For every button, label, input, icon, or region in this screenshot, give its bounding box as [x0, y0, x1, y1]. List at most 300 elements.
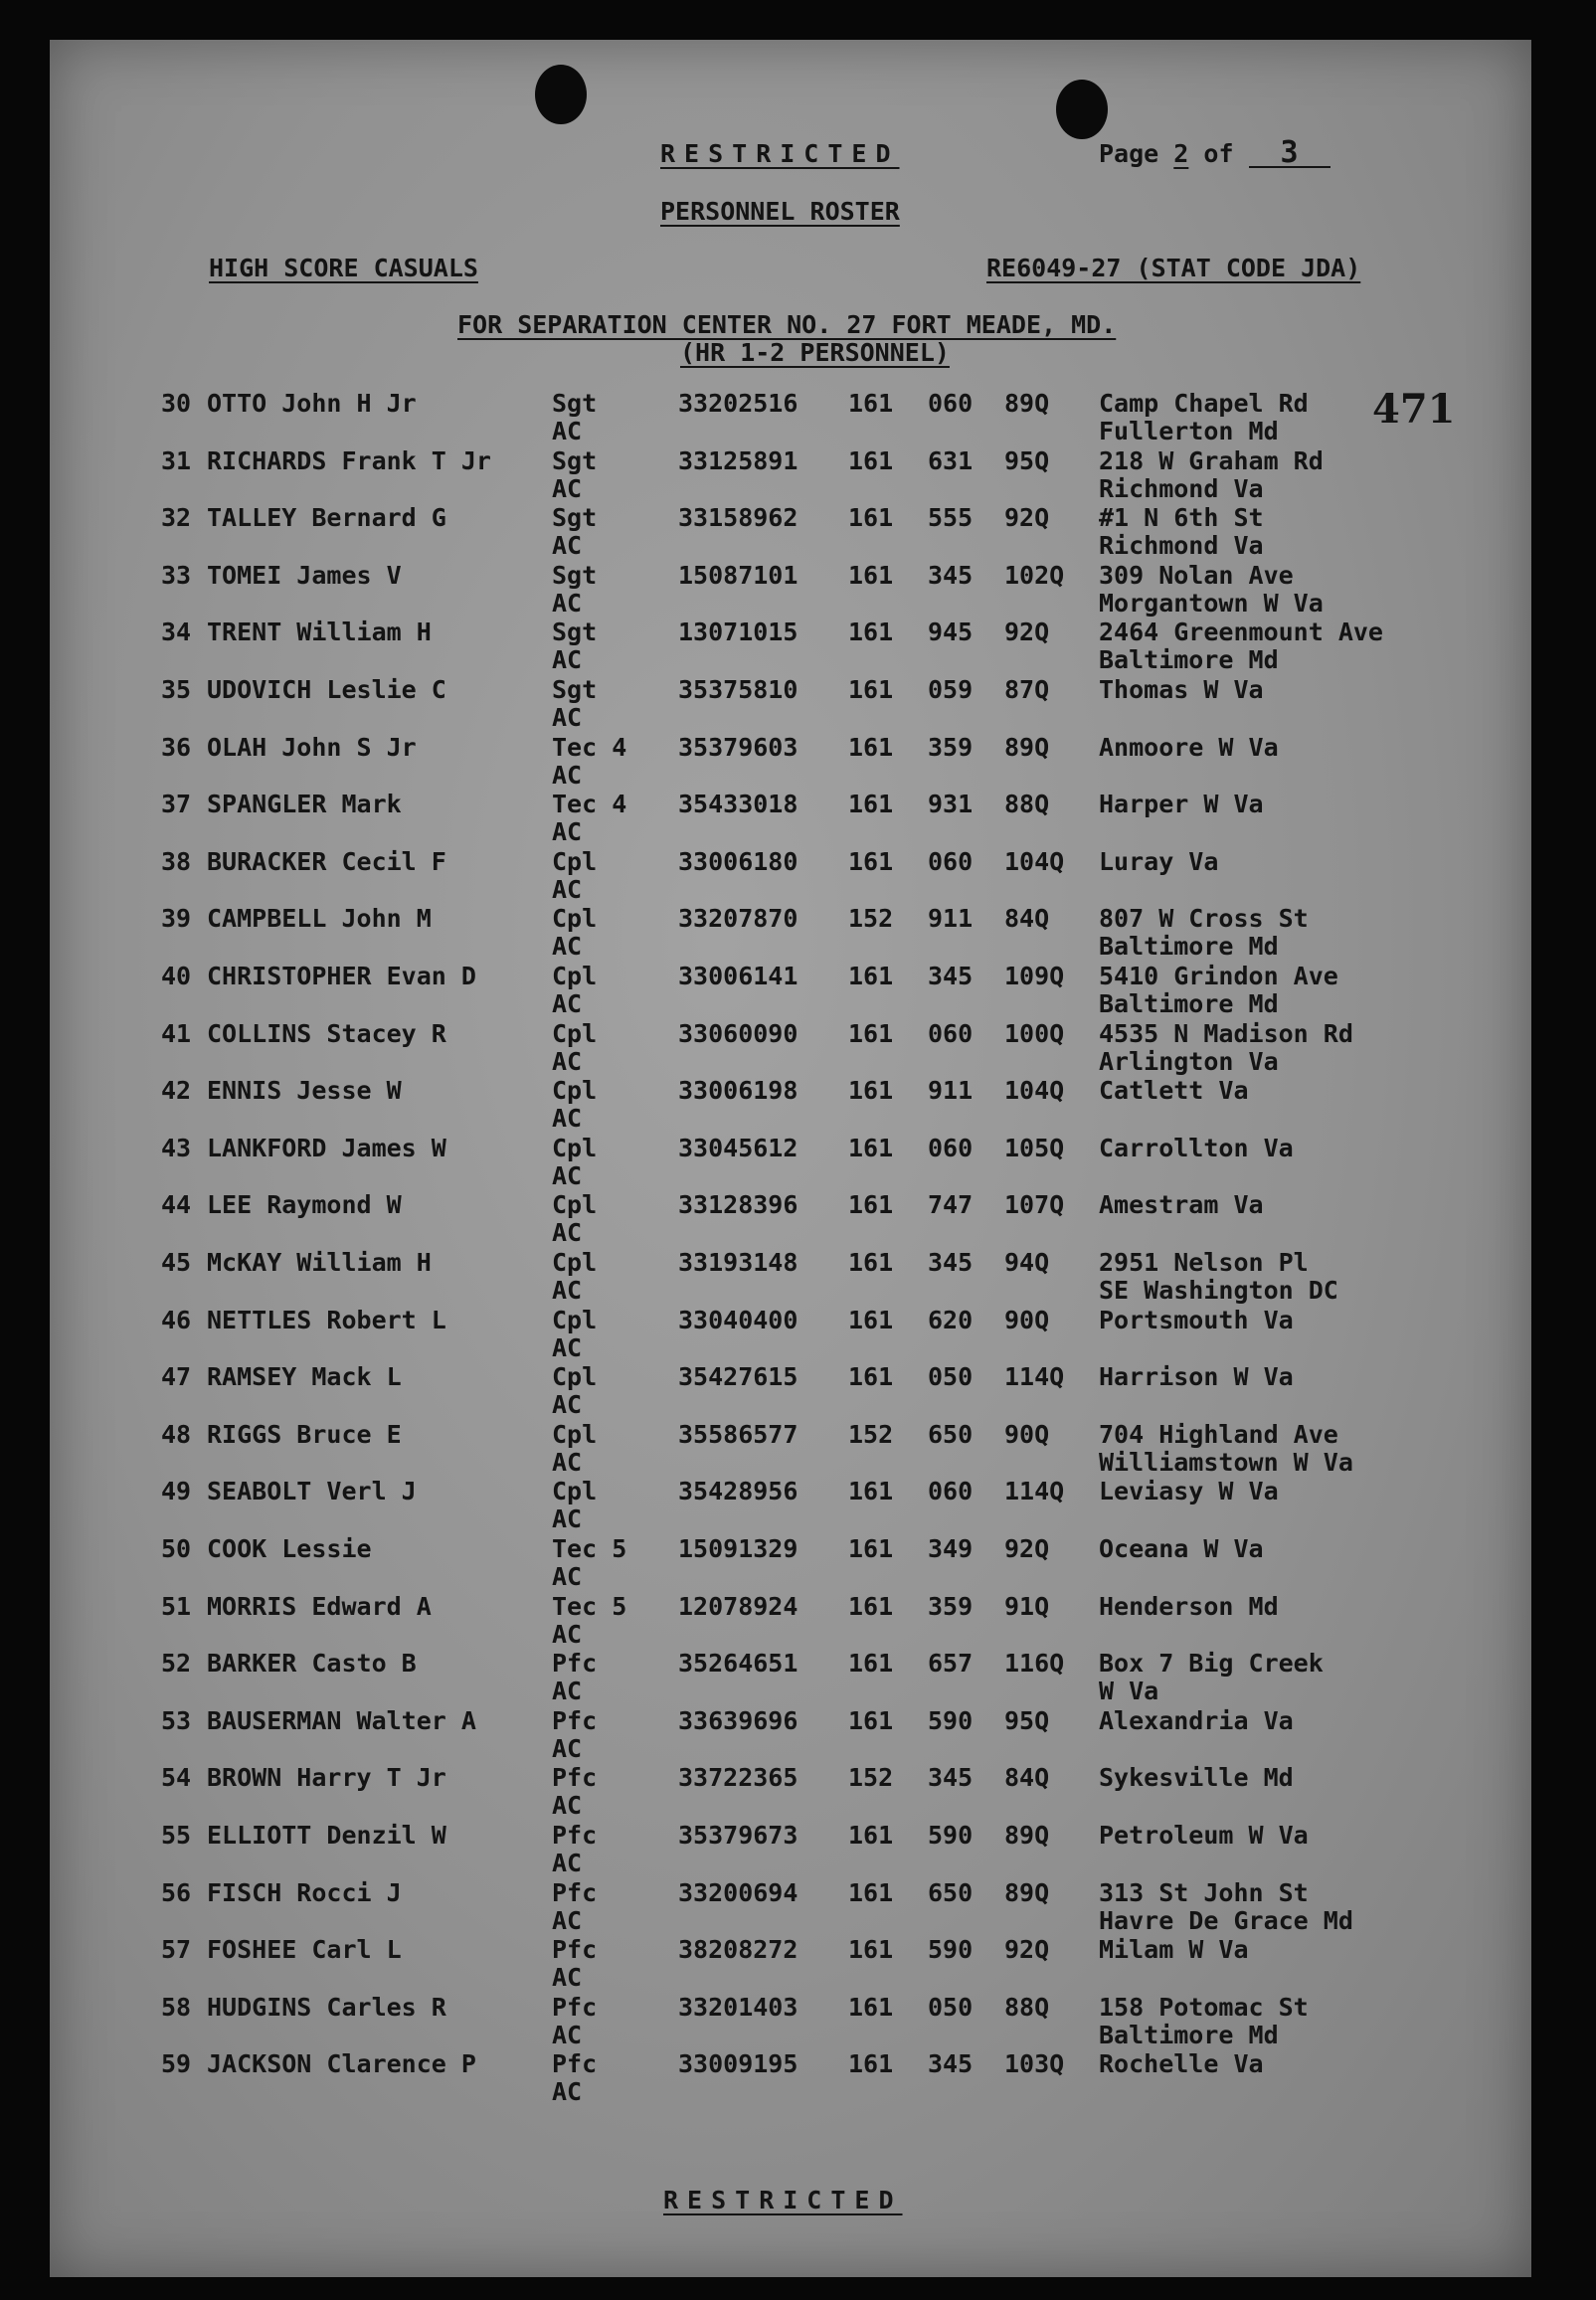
- address-line-1: Leviasy W Va: [1099, 1477, 1279, 1506]
- soldier-name: RIGGS Bruce E: [207, 1419, 402, 1449]
- soldier-name: McKAY William H: [207, 1248, 432, 1277]
- arm-of-service: AC: [552, 1276, 583, 1305]
- code-a: 152: [848, 1419, 894, 1449]
- row-number: 31: [161, 445, 192, 475]
- serial-number: 33158962: [678, 503, 798, 533]
- soldier-name: SEABOLT Verl J: [207, 1477, 417, 1506]
- soldier-name: UDOVICH Leslie C: [207, 675, 446, 704]
- arm-of-service: AC: [552, 1218, 583, 1248]
- grade: Tec 4: [552, 732, 627, 762]
- grade: Sgt: [552, 618, 598, 647]
- score-code: 100Q: [1004, 1018, 1065, 1048]
- grade: Cpl: [552, 1477, 598, 1506]
- row-number: 37: [161, 790, 192, 819]
- row-number: 43: [161, 1133, 192, 1162]
- punch-hole-right: [1056, 80, 1108, 139]
- serial-number: 35427615: [678, 1362, 798, 1392]
- code-a: 161: [848, 1591, 894, 1621]
- table-row: [50, 2050, 1531, 2108]
- code-b: 060: [928, 1018, 974, 1048]
- arm-of-service: AC: [552, 1905, 583, 1935]
- arm-of-service: AC: [552, 1849, 583, 1877]
- table-row: [50, 1650, 1531, 1707]
- arm-of-service: AC: [552, 645, 583, 675]
- soldier-name: HUDGINS Carles R: [207, 1992, 446, 2022]
- grade: Tec 5: [552, 1534, 627, 1563]
- address-line-1: Portsmouth Va: [1099, 1305, 1294, 1334]
- grade: Tec 4: [552, 790, 627, 819]
- address-line-2: Havre De Grace Md: [1099, 1905, 1353, 1935]
- address-line-2: Baltimore Md: [1099, 2020, 1279, 2049]
- serial-number: 33200694: [678, 1877, 798, 1907]
- serial-number: 33207870: [678, 904, 798, 934]
- code-a: 161: [848, 1305, 894, 1334]
- row-number: 36: [161, 732, 192, 762]
- row-number: 40: [161, 962, 192, 990]
- page-label: Page: [1099, 139, 1159, 168]
- row-number: 33: [161, 560, 192, 590]
- address-line-2: Baltimore Md: [1099, 989, 1279, 1018]
- table-row: [50, 619, 1531, 676]
- table-row: [50, 1307, 1531, 1364]
- code-b: 931: [928, 790, 974, 819]
- code-a: 161: [848, 618, 894, 647]
- score-code: 104Q: [1004, 1076, 1065, 1106]
- soldier-name: CHRISTOPHER Evan D: [207, 962, 476, 990]
- address-line-1: Milam W Va: [1099, 1935, 1249, 1965]
- grade: Cpl: [552, 1362, 598, 1392]
- soldier-name: OTTO John H Jr: [207, 389, 417, 418]
- serial-number: 13071015: [678, 618, 798, 647]
- score-code: 92Q: [1004, 1534, 1050, 1563]
- score-code: 103Q: [1004, 2049, 1065, 2079]
- code-a: 161: [848, 1248, 894, 1277]
- row-number: 42: [161, 1076, 192, 1106]
- code-b: 060: [928, 389, 974, 418]
- serial-number: 33006141: [678, 962, 798, 990]
- personnel-type: (HR 1-2 PERSONNEL): [680, 338, 950, 367]
- punch-hole-left: [535, 65, 587, 124]
- address-line-1: 704 Highland Ave: [1099, 1419, 1338, 1449]
- row-number: 51: [161, 1591, 192, 1621]
- grade: Cpl: [552, 1305, 598, 1334]
- classification-header: RESTRICTED: [660, 139, 900, 168]
- address-line-1: 2951 Nelson Pl: [1099, 1248, 1309, 1277]
- score-code: 88Q: [1004, 790, 1050, 819]
- arm-of-service: AC: [552, 2020, 583, 2049]
- code-a: 161: [848, 846, 894, 876]
- row-number: 32: [161, 503, 192, 533]
- soldier-name: TOMEI James V: [207, 560, 402, 590]
- soldier-name: BROWN Harry T Jr: [207, 1763, 446, 1793]
- address-line-1: 158 Potomac St: [1099, 1992, 1309, 2022]
- score-code: 92Q: [1004, 1935, 1050, 1965]
- page-indicator: [1099, 135, 1330, 170]
- arm-of-service: AC: [552, 1447, 583, 1477]
- row-number: 41: [161, 1018, 192, 1048]
- page-of-label: of: [1203, 139, 1234, 168]
- arm-of-service: AC: [552, 1332, 583, 1362]
- address-line-1: Box 7 Big Creek: [1099, 1649, 1324, 1679]
- code-b: 050: [928, 1992, 974, 2022]
- row-number: 50: [161, 1534, 192, 1563]
- row-number: 44: [161, 1190, 192, 1220]
- grade: Tec 5: [552, 1591, 627, 1621]
- code-b: 345: [928, 1248, 974, 1277]
- score-code: 94Q: [1004, 1248, 1050, 1277]
- code-a: 152: [848, 1763, 894, 1793]
- classification-footer: RESTRICTED: [663, 2186, 903, 2214]
- serial-number: 35264651: [678, 1649, 798, 1679]
- soldier-name: TRENT William H: [207, 618, 432, 647]
- table-row: [50, 562, 1531, 619]
- score-code: 89Q: [1004, 732, 1050, 762]
- arm-of-service: AC: [552, 1390, 583, 1420]
- code-a: 161: [848, 2049, 894, 2079]
- code-a: 161: [848, 1076, 894, 1106]
- code-b: 359: [928, 1591, 974, 1621]
- code-a: 161: [848, 962, 894, 990]
- soldier-name: BARKER Casto B: [207, 1649, 417, 1679]
- table-row: [50, 905, 1531, 963]
- address-line-1: 5410 Grindon Ave: [1099, 962, 1338, 990]
- code-b: 345: [928, 962, 974, 990]
- grade: Pfc: [552, 1705, 598, 1735]
- score-code: 114Q: [1004, 1477, 1065, 1506]
- roster-title: PERSONNEL ROSTER: [660, 197, 900, 226]
- address-line-1: 218 W Graham Rd: [1099, 445, 1324, 475]
- score-code: 89Q: [1004, 1821, 1050, 1850]
- code-b: 345: [928, 2049, 974, 2079]
- table-row: [50, 791, 1531, 848]
- code-b: 345: [928, 560, 974, 590]
- address-line-1: 313 St John St: [1099, 1877, 1309, 1907]
- arm-of-service: AC: [552, 1504, 583, 1534]
- arm-of-service: AC: [552, 531, 583, 561]
- serial-number: 33045612: [678, 1133, 798, 1162]
- grade: Sgt: [552, 560, 598, 590]
- address-line-2: Richmond Va: [1099, 531, 1264, 561]
- table-row: [50, 1764, 1531, 1822]
- table-row: [50, 1421, 1531, 1479]
- table-row: [50, 1191, 1531, 1249]
- arm-of-service: AC: [552, 588, 583, 618]
- table-row: [50, 734, 1531, 792]
- address-line-2: SE Washington DC: [1099, 1276, 1338, 1305]
- code-b: 060: [928, 1477, 974, 1506]
- serial-number: 33722365: [678, 1763, 798, 1793]
- serial-number: 35433018: [678, 790, 798, 819]
- code-a: 161: [848, 1133, 894, 1162]
- table-row: [50, 1593, 1531, 1651]
- code-a: 161: [848, 1877, 894, 1907]
- address-line-1: Catlett Va: [1099, 1076, 1249, 1106]
- row-number: 35: [161, 675, 192, 704]
- code-b: 911: [928, 904, 974, 934]
- grade: Sgt: [552, 503, 598, 533]
- arm-of-service: AC: [552, 1104, 583, 1134]
- row-number: 34: [161, 618, 192, 647]
- page-number: 2: [1173, 139, 1189, 168]
- code-b: 345: [928, 1763, 974, 1793]
- table-row: [50, 1478, 1531, 1535]
- arm-of-service: AC: [552, 1562, 583, 1591]
- score-code: 107Q: [1004, 1190, 1065, 1220]
- soldier-name: TALLEY Bernard G: [207, 503, 446, 533]
- serial-number: 35379603: [678, 732, 798, 762]
- grade: Pfc: [552, 1992, 598, 2022]
- serial-number: 33193148: [678, 1248, 798, 1277]
- soldier-name: OLAH John S Jr: [207, 732, 417, 762]
- page-stamp-number: 471: [1372, 386, 1456, 433]
- row-number: 30: [161, 389, 192, 418]
- arm-of-service: AC: [552, 1677, 583, 1706]
- table-row: [50, 1822, 1531, 1879]
- code-a: 161: [848, 790, 894, 819]
- code-b: 590: [928, 1821, 974, 1850]
- grade: Cpl: [552, 1190, 598, 1220]
- code-a: 161: [848, 732, 894, 762]
- row-number: 39: [161, 904, 192, 934]
- code-a: 161: [848, 1190, 894, 1220]
- score-code: 90Q: [1004, 1419, 1050, 1449]
- code-b: 590: [928, 1935, 974, 1965]
- soldier-name: CAMPBELL John M: [207, 904, 432, 934]
- code-b: 911: [928, 1076, 974, 1106]
- arm-of-service: AC: [552, 1160, 583, 1190]
- arm-of-service: AC: [552, 1619, 583, 1649]
- arm-of-service: AC: [552, 473, 583, 503]
- grade: Cpl: [552, 1018, 598, 1048]
- table-row: [50, 1535, 1531, 1593]
- address-line-2: Morgantown W Va: [1099, 588, 1324, 618]
- serial-number: 33128396: [678, 1190, 798, 1220]
- address-line-1: Henderson Md: [1099, 1591, 1279, 1621]
- table-row: [50, 1020, 1531, 1078]
- table-row: [50, 1249, 1531, 1307]
- code-a: 161: [848, 1705, 894, 1735]
- grade: Cpl: [552, 1076, 598, 1106]
- code-b: 059: [928, 675, 974, 704]
- table-row: [50, 1879, 1531, 1937]
- address-line-2: Richmond Va: [1099, 473, 1264, 503]
- grade: Pfc: [552, 1877, 598, 1907]
- code-a: 161: [848, 1018, 894, 1048]
- grade: Cpl: [552, 1248, 598, 1277]
- serial-number: 38208272: [678, 1935, 798, 1965]
- row-number: 59: [161, 2049, 192, 2079]
- soldier-name: COOK Lessie: [207, 1534, 372, 1563]
- score-code: 87Q: [1004, 675, 1050, 704]
- table-row: [50, 504, 1531, 562]
- code-b: 349: [928, 1534, 974, 1563]
- score-code: 84Q: [1004, 904, 1050, 934]
- soldier-name: NETTLES Robert L: [207, 1305, 446, 1334]
- score-code: 84Q: [1004, 1763, 1050, 1793]
- table-row: [50, 390, 1531, 447]
- address-line-1: Harper W Va: [1099, 790, 1264, 819]
- address-line-1: 2464 Greenmount Ave: [1099, 618, 1383, 647]
- code-a: 161: [848, 389, 894, 418]
- score-code: 89Q: [1004, 1877, 1050, 1907]
- address-line-1: Amestram Va: [1099, 1190, 1264, 1220]
- soldier-name: FISCH Rocci J: [207, 1877, 402, 1907]
- code-b: 555: [928, 503, 974, 533]
- roster-page: [50, 40, 1531, 2277]
- page-total: 3: [1249, 140, 1330, 168]
- serial-number: 15091329: [678, 1534, 798, 1563]
- serial-number: 33040400: [678, 1305, 798, 1334]
- soldier-name: FOSHEE Carl L: [207, 1935, 402, 1965]
- row-number: 48: [161, 1419, 192, 1449]
- grade: Cpl: [552, 846, 598, 876]
- table-row: [50, 848, 1531, 906]
- soldier-name: MORRIS Edward A: [207, 1591, 432, 1621]
- serial-number: 33060090: [678, 1018, 798, 1048]
- code-a: 161: [848, 1821, 894, 1850]
- code-a: 161: [848, 445, 894, 475]
- serial-number: 35428956: [678, 1477, 798, 1506]
- row-number: 46: [161, 1305, 192, 1334]
- serial-number: 33125891: [678, 445, 798, 475]
- table-row: [50, 1994, 1531, 2051]
- address-line-1: #1 N 6th St: [1099, 503, 1264, 533]
- score-code: 88Q: [1004, 1992, 1050, 2022]
- grade: Sgt: [552, 445, 598, 475]
- arm-of-service: AC: [552, 760, 583, 790]
- code-a: 161: [848, 503, 894, 533]
- serial-number: 35586577: [678, 1419, 798, 1449]
- soldier-name: RICHARDS Frank T Jr: [207, 445, 491, 475]
- soldier-name: JACKSON Clarence P: [207, 2049, 476, 2079]
- code-b: 060: [928, 1133, 974, 1162]
- code-b: 620: [928, 1305, 974, 1334]
- code-a: 152: [848, 904, 894, 934]
- table-row: [50, 1077, 1531, 1135]
- table-row: [50, 1936, 1531, 1994]
- destination-line: FOR SEPARATION CENTER NO. 27 FORT MEADE, MD.: [457, 310, 1117, 339]
- arm-of-service: AC: [552, 989, 583, 1018]
- code-b: 650: [928, 1877, 974, 1907]
- address-line-2: Baltimore Md: [1099, 932, 1279, 962]
- address-line-2: W Va: [1099, 1677, 1159, 1706]
- address-line-1: Harrison W Va: [1099, 1362, 1294, 1392]
- address-line-1: Anmoore W Va: [1099, 732, 1279, 762]
- address-line-2: Baltimore Md: [1099, 645, 1279, 675]
- row-number: 53: [161, 1705, 192, 1735]
- row-number: 57: [161, 1935, 192, 1965]
- serial-number: 35379673: [678, 1821, 798, 1850]
- soldier-name: ELLIOTT Denzil W: [207, 1821, 446, 1850]
- grade: Sgt: [552, 389, 598, 418]
- score-code: 95Q: [1004, 1705, 1050, 1735]
- score-code: 90Q: [1004, 1305, 1050, 1334]
- roster-code: RE6049-27 (STAT CODE JDA): [986, 254, 1361, 282]
- address-line-1: Oceana W Va: [1099, 1534, 1264, 1563]
- arm-of-service: AC: [552, 817, 583, 847]
- code-b: 631: [928, 445, 974, 475]
- row-number: 54: [161, 1763, 192, 1793]
- score-code: 95Q: [1004, 445, 1050, 475]
- code-a: 161: [848, 1534, 894, 1563]
- group-label: HIGH SCORE CASUALS: [209, 254, 478, 282]
- score-code: 104Q: [1004, 846, 1065, 876]
- arm-of-service: AC: [552, 1733, 583, 1763]
- address-line-2: Williamstown W Va: [1099, 1447, 1353, 1477]
- score-code: 105Q: [1004, 1133, 1065, 1162]
- address-line-1: Sykesville Md: [1099, 1763, 1294, 1793]
- row-number: 45: [161, 1248, 192, 1277]
- arm-of-service: AC: [552, 2077, 583, 2107]
- arm-of-service: AC: [552, 1791, 583, 1821]
- table-row: [50, 1707, 1531, 1765]
- code-a: 161: [848, 560, 894, 590]
- grade: Pfc: [552, 2049, 598, 2079]
- row-number: 55: [161, 1821, 192, 1850]
- code-b: 359: [928, 732, 974, 762]
- address-line-1: Alexandria Va: [1099, 1705, 1294, 1735]
- serial-number: 33201403: [678, 1992, 798, 2022]
- code-b: 050: [928, 1362, 974, 1392]
- row-number: 52: [161, 1649, 192, 1679]
- grade: Pfc: [552, 1649, 598, 1679]
- grade: Sgt: [552, 675, 598, 704]
- code-b: 060: [928, 846, 974, 876]
- score-code: 114Q: [1004, 1362, 1065, 1392]
- table-row: [50, 1363, 1531, 1421]
- address-line-1: Camp Chapel Rd: [1099, 389, 1309, 418]
- serial-number: 33009195: [678, 2049, 798, 2079]
- address-line-1: Carrollton Va: [1099, 1133, 1294, 1162]
- serial-number: 33202516: [678, 389, 798, 418]
- code-a: 161: [848, 1649, 894, 1679]
- arm-of-service: AC: [552, 932, 583, 962]
- score-code: 116Q: [1004, 1649, 1065, 1679]
- arm-of-service: AC: [552, 1963, 583, 1993]
- code-a: 161: [848, 1362, 894, 1392]
- table-row: [50, 963, 1531, 1020]
- score-code: 91Q: [1004, 1591, 1050, 1621]
- address-line-2: Arlington Va: [1099, 1046, 1279, 1076]
- code-b: 590: [928, 1705, 974, 1735]
- code-b: 945: [928, 618, 974, 647]
- table-row: [50, 447, 1531, 505]
- score-code: 102Q: [1004, 560, 1065, 590]
- address-line-1: 4535 N Madison Rd: [1099, 1018, 1353, 1048]
- serial-number: 33639696: [678, 1705, 798, 1735]
- row-number: 47: [161, 1362, 192, 1392]
- serial-number: 35375810: [678, 675, 798, 704]
- soldier-name: RAMSEY Mack L: [207, 1362, 402, 1392]
- address-line-1: Luray Va: [1099, 846, 1219, 876]
- address-line-1: 807 W Cross St: [1099, 904, 1309, 934]
- code-a: 161: [848, 1992, 894, 2022]
- score-code: 109Q: [1004, 962, 1065, 990]
- serial-number: 33006198: [678, 1076, 798, 1106]
- row-number: 56: [161, 1877, 192, 1907]
- soldier-name: COLLINS Stacey R: [207, 1018, 446, 1048]
- soldier-name: LEE Raymond W: [207, 1190, 402, 1220]
- grade: Cpl: [552, 1133, 598, 1162]
- grade: Pfc: [552, 1821, 598, 1850]
- soldier-name: LANKFORD James W: [207, 1133, 446, 1162]
- arm-of-service: AC: [552, 874, 583, 904]
- row-number: 38: [161, 846, 192, 876]
- table-row: [50, 676, 1531, 734]
- row-number: 58: [161, 1992, 192, 2022]
- grade: Cpl: [552, 962, 598, 990]
- code-a: 161: [848, 1477, 894, 1506]
